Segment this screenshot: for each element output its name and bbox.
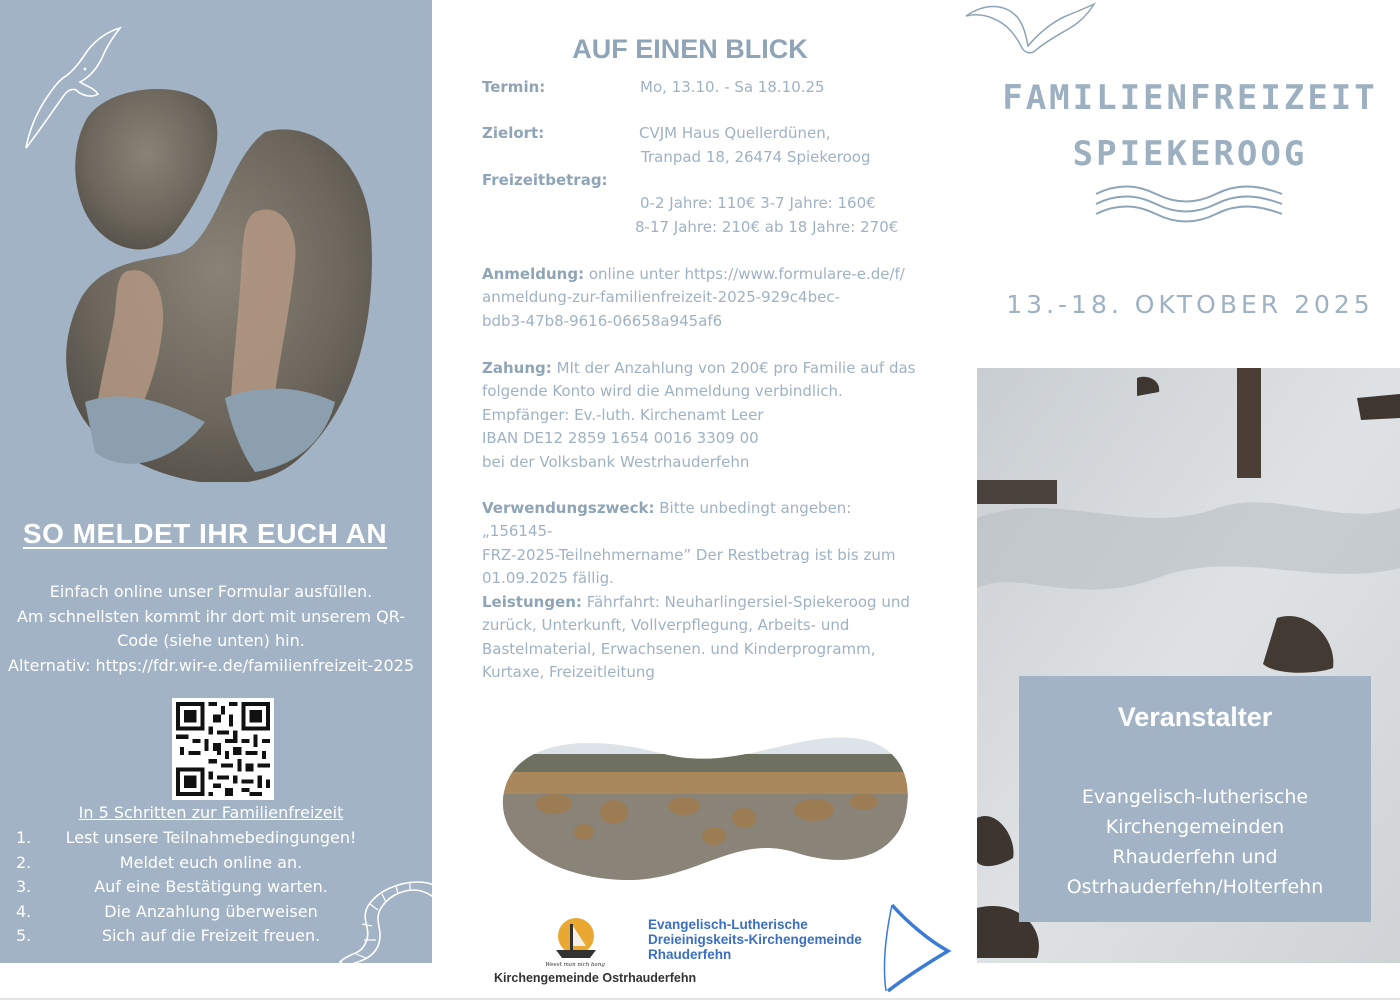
ostrhauderfehn-church-name: Kirchengemeinde Ostrhauderfehn (494, 971, 697, 985)
waves-icon (1092, 184, 1286, 226)
termin-value: Mo, 13.10. - Sa 18.10.25 (640, 78, 825, 96)
organizer-heading: Veranstalter (1117, 702, 1273, 732)
page-bottom-divider (0, 998, 1400, 1000)
intro-line: Einfach online unser Formular ausfüllen. (49, 582, 373, 601)
zahlung-text: MIt der Anzahlung von 200€ pro Familie auf das (556, 359, 916, 377)
step-text: Die Anzahlung überweisen (104, 901, 318, 921)
anmeldung-label: Anmeldung: (482, 265, 585, 283)
qr-code[interactable] (172, 698, 274, 800)
zahlung-line: bei der Volksbank Westrhauderfehn (482, 452, 750, 471)
organizer-box (1019, 676, 1371, 922)
salt-marsh-photo (494, 732, 912, 884)
betrag-label: Freizeitbetrag: (482, 171, 608, 189)
leistungen-line: Bastelmaterial, Erwachsenen. und Kinderprogramm, (482, 639, 876, 658)
steps-title: In 5 Schritten zur Familienfreizeit (78, 803, 344, 822)
feet-in-mud-photo (55, 82, 375, 482)
seagull-icon (962, 0, 1096, 56)
anmeldung-block (482, 263, 922, 333)
zahlung-block (482, 357, 922, 474)
leistungen-line: Kurtaxe, Freizeitleitung (482, 663, 655, 682)
rhauderfehn-church-logo-text (648, 917, 862, 962)
zweck-label: Verwendungszweck: (482, 499, 655, 517)
step-text: Meldet euch online an. (119, 852, 303, 872)
registration-heading: SO MELDET IHR EUCH AN (22, 518, 388, 549)
zweck-block (482, 497, 922, 591)
step-number: 3. (16, 877, 32, 897)
list-item (0, 853, 422, 878)
ostrhauderfehn-church-logo (542, 916, 608, 968)
intro-line: Code (siehe unten) hin. (117, 631, 305, 650)
zahlung-line: Empfänger: Ev.-luth. Kirchenamt Leer (482, 405, 764, 424)
anmeldung-url-line[interactable]: bdb3-47b8-9616-06658a945af6 (482, 311, 723, 330)
zweck-text: Bitte unbedingt angeben: „156145- (482, 499, 852, 541)
anmeldung-url-line[interactable]: anmeldung-zur-familienfreizeit-2025-929c4bec- (482, 288, 840, 307)
leistungen-block (482, 591, 922, 685)
betrag-line: 8-17 Jahre: 210€ ab 18 Jahre: 270€ (635, 218, 899, 236)
sail-logo-icon (856, 903, 952, 995)
leistungen-label: Leistungen: (482, 593, 582, 611)
zielort-line: Tranpad 18, 26474 Spiekeroog (641, 148, 871, 166)
step-number: 4. (16, 901, 32, 921)
brochure-title (980, 70, 1400, 182)
logo-line: Rhauderfehn (648, 947, 732, 962)
intro-line: Am schnellsten kommt ihr dort mit unserem QR- (16, 606, 406, 626)
zielort-line: CVJM Haus Quellerdünen, (639, 124, 831, 142)
step-number: 5. (16, 926, 32, 946)
title-line: FAMILIENFREIZEIT (1002, 78, 1378, 118)
list-item (0, 828, 422, 853)
organizer-names (1019, 782, 1371, 902)
lugworm-icon (334, 876, 432, 963)
organizer-line: Evangelisch-lutherische (1081, 786, 1309, 808)
organizer-line: Rhauderfehn und (1112, 846, 1278, 868)
zahlung-line: folgende Konto wird die Anmeldung verbindlich. (482, 382, 843, 401)
logo-motto: Weest man nich bang (545, 962, 605, 968)
intro-link-line[interactable]: Alternativ: https://fdr.wir-e.de/familienfreizeit-2025 (8, 655, 414, 675)
registration-panel (0, 0, 432, 963)
step-number: 1. (16, 828, 32, 847)
organizer-line: Ostrhauderfehn/Holterfehn (1066, 876, 1324, 898)
organizer-line: Kirchengemeinden (1105, 816, 1285, 838)
title-line: SPIEKEROOG (1072, 134, 1308, 174)
step-text: Auf eine Bestätigung warten. (94, 877, 328, 897)
logo-line: Evangelisch-Lutherische (648, 917, 808, 932)
leistungen-text: Fährfahrt: Neuharlingersiel-Spiekeroog und (586, 593, 910, 611)
leistungen-line: zurück, Unterkunft, Vollverpflegung, Arbeits- und (482, 616, 850, 635)
step-text: Sich auf die Freizeit freuen. (101, 926, 321, 946)
event-date: 13.-18. OKTOBER 2025 (1006, 290, 1374, 319)
step-text: Lest unsere Teilnahmebedingungen! (65, 828, 357, 847)
overview-title: AUF EINEN BLICK (572, 34, 808, 64)
iban-line: IBAN DE12 2859 1654 0016 3309 00 (482, 429, 759, 448)
anmeldung-text[interactable]: online unter https://www.formulare-e.de/f/ (588, 265, 905, 283)
zielort-label: Zielort: (482, 124, 545, 142)
step-number: 2. (16, 852, 32, 872)
zahlung-label: Zahung: (482, 359, 552, 377)
zweck-line: 01.09.2025 fällig. (482, 569, 614, 588)
termin-label: Termin: (482, 78, 546, 96)
logo-line: Dreieinigskeits-Kirchengemeinde (648, 932, 862, 947)
zweck-line: FRZ-2025-Teilnehmername” Der Restbetrag ist bis zum (482, 545, 896, 564)
betrag-line: 0-2 Jahre: 110€ 3-7 Jahre: 160€ (640, 194, 876, 212)
registration-intro (0, 580, 422, 678)
